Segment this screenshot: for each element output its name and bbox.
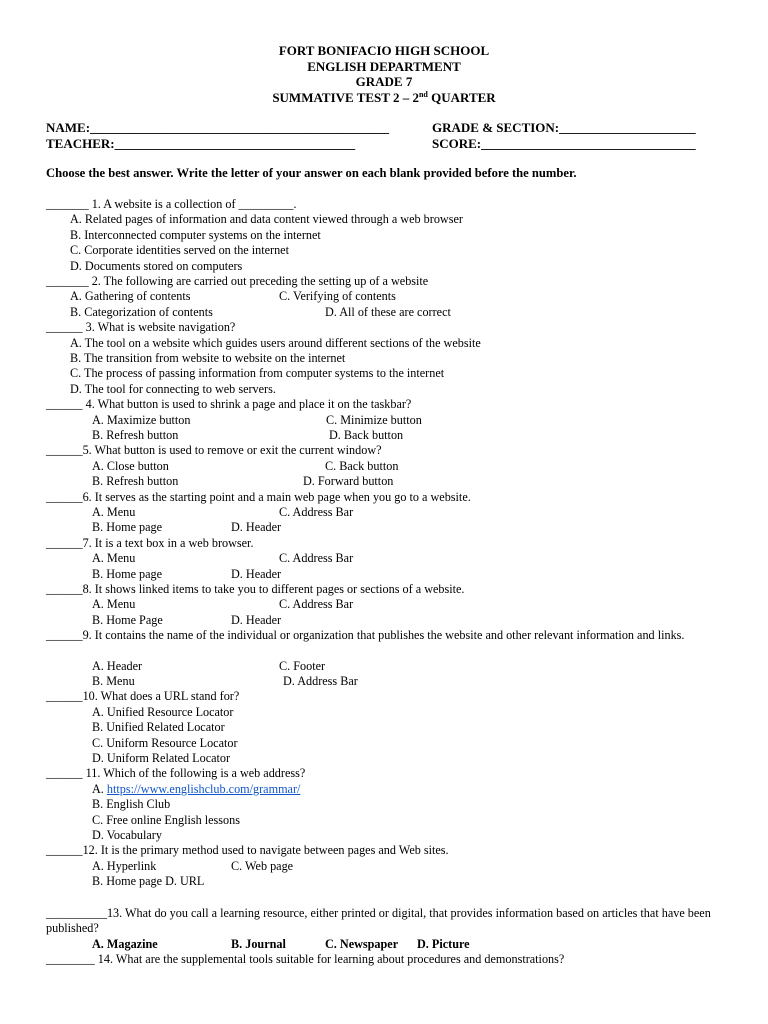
q13-option-d: D. Picture [417, 937, 470, 951]
question-6: ______6. It serves as the starting point and a main web page when you go to a website. [46, 490, 471, 504]
q4-option-b: B. Refresh button [92, 428, 179, 442]
question-2: _______ 2. The following are carried out preceding the setting up of a website [46, 274, 429, 288]
q4-option-d: D. Back button [329, 428, 404, 442]
q13-option-b: B. Journal [231, 937, 286, 951]
q7-option-c: C. Address Bar [279, 551, 354, 565]
question-13: __________13. What do you call a learning resource, either printed or digital, that provides information based on articles that have been published? [46, 906, 711, 935]
name-field: NAME:______________________________________________ [46, 120, 390, 135]
q12-option-b-d: B. Home page D. URL [92, 874, 205, 888]
question-12: ______12. It is the primary method used to navigate between pages and Web sites. [46, 843, 449, 857]
grade-section-field: GRADE & SECTION:_____________________ [432, 120, 696, 135]
instructions: Choose the best answer. Write the letter of your answer on each blank provided before the number. [46, 166, 577, 180]
q8-option-b: B. Home Page [92, 613, 163, 627]
question-7: ______7. It is a text box in a web browser. [46, 536, 254, 550]
q4-option-a: A. Maximize button [92, 413, 191, 427]
q2-option-d: D. All of these are correct [325, 305, 451, 319]
q9-option-a: A. Header [92, 659, 143, 673]
score-field: SCORE:_________________________________ [432, 136, 696, 151]
q1-option-c: C. Corporate identities served on the internet [70, 243, 289, 257]
q1-option-b: B. Interconnected computer systems on the internet [70, 228, 321, 242]
teacher-field: TEACHER:_____________________________________ [46, 136, 356, 151]
q13-option-c: C. Newspaper [325, 937, 399, 951]
school-name: FORT BONIFACIO HIGH SCHOOL [278, 43, 490, 58]
test-title: SUMMATIVE TEST 2 – 2nd QUARTER [272, 89, 496, 105]
englishclub-link[interactable]: https://www.englishclub.com/grammar/ [106, 782, 301, 796]
q5-option-c: C. Back button [325, 459, 399, 473]
q9-option-b: B. Menu [92, 674, 135, 688]
q10-option-c: C. Uniform Resource Locator [92, 736, 238, 750]
q2-option-a: A. Gathering of contents [70, 289, 191, 303]
q11-option-d: D. Vocabulary [92, 828, 162, 842]
q6-option-d: D. Header [231, 520, 282, 534]
q13-option-a: A. Magazine [92, 937, 158, 951]
q1-option-a: A. Related pages of information and data content viewed through a web browser [70, 212, 463, 226]
q10-option-b: B. Unified Related Locator [92, 720, 225, 734]
q3-option-c: C. The process of passing information from computer systems to the internet [70, 366, 445, 380]
q9-option-c: C. Footer [279, 659, 326, 673]
q5-option-d: D. Forward button [303, 474, 394, 488]
q3-option-a: A. The tool on a website which guides users around different sections of the website [70, 336, 481, 350]
q8-option-d: D. Header [231, 613, 282, 627]
q12-option-c: C. Web page [231, 859, 294, 873]
q7-option-a: A. Menu [92, 551, 136, 565]
q3-option-b: B. The transition from website to website on the internet [70, 351, 346, 365]
q1-option-d: D. Documents stored on computers [70, 259, 243, 273]
department-name: ENGLISH DEPARTMENT [307, 58, 461, 74]
question-1: _______ 1. A website is a collection of _________. [46, 197, 297, 211]
grade-level: GRADE 7 [355, 74, 413, 89]
q6-option-a: A. Menu [92, 505, 136, 519]
q5-option-b: B. Refresh button [92, 474, 179, 488]
q2-option-c: C. Verifying of contents [279, 289, 396, 303]
q11-option-a: A. https://www.englishclub.com/grammar/ [92, 782, 301, 796]
q4-option-c: C. Minimize button [326, 413, 422, 427]
q9-option-d: D. Address Bar [283, 674, 358, 688]
q3-option-d: D. The tool for connecting to web servers. [70, 382, 276, 396]
q11-option-c: C. Free online English lessons [92, 813, 240, 827]
q6-option-b: B. Home page [92, 520, 163, 534]
question-14: ________ 14. What are the supplemental tools suitable for learning about procedures and demonstrations? [46, 952, 565, 966]
q6-option-c: C. Address Bar [279, 505, 354, 519]
q8-option-c: C. Address Bar [279, 597, 354, 611]
question-8: ______8. It shows linked items to take you to different pages or sections of a website. [46, 582, 465, 596]
document-header [0, 43, 768, 105]
question-11: ______ 11. Which of the following is a web address? [46, 766, 306, 780]
q5-option-a: A. Close button [92, 459, 169, 473]
question-10: ______10. What does a URL stand for? [46, 689, 240, 703]
q2-option-b: B. Categorization of contents [70, 305, 213, 319]
question-4: ______ 4. What button is used to shrink a page and place it on the taskbar? [46, 397, 412, 411]
q11-option-b: B. English Club [92, 797, 171, 811]
q12-option-a: A. Hyperlink [92, 859, 157, 873]
question-3: ______ 3. What is website navigation? [46, 320, 236, 334]
question-9: ______9. It contains the name of the individual or organization that publishes the website and other relevant information and links. [46, 628, 685, 642]
q7-option-d: D. Header [231, 567, 282, 581]
q10-option-d: D. Uniform Related Locator [92, 751, 231, 765]
q8-option-a: A. Menu [92, 597, 136, 611]
question-5: ______5. What button is used to remove or exit the current window? [46, 443, 382, 457]
q7-option-b: B. Home page [92, 567, 163, 581]
q10-option-a: A. Unified Resource Locator [92, 705, 234, 719]
